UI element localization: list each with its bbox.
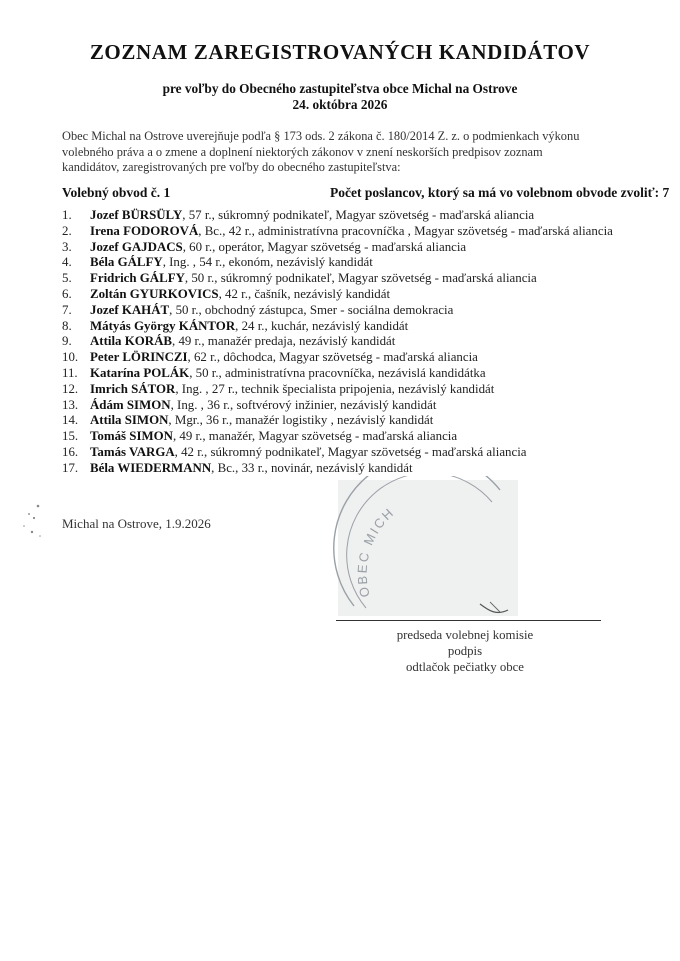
candidate-number: 16.: [62, 444, 79, 459]
candidate-number: 5.: [62, 271, 72, 286]
district-label: Volebný obvod č. 1: [62, 185, 171, 200]
document-subtitle: pre voľby do Obecného zastupiteľstva obce Michal na Ostrove: [162, 81, 518, 96]
candidate-number: 15.: [62, 429, 79, 444]
document-title: ZOZNAM ZAREGISTROVANÝCH KANDIDÁTOV: [89, 40, 591, 64]
candidate-name: Imrich SÁTOR: [90, 381, 176, 396]
candidate-details: , Ing. , 27 r., technik špecialista pripojenia, nezávislý kandidát: [175, 381, 495, 396]
svg-text:OBEC MICH: [355, 504, 398, 598]
candidate-name: Irena FODOROVÁ: [90, 223, 199, 238]
candidate-number: 9.: [62, 334, 72, 349]
signature-caption: [370, 627, 560, 675]
candidate-number: 2.: [62, 223, 72, 238]
candidate-name: Katarína POLÁK: [90, 365, 190, 380]
candidate-number: 17.: [62, 460, 79, 475]
candidate-details: , 50 r., súkromný podnikateľ, Magyar szövetség - maďarská aliancia: [184, 271, 537, 286]
candidate-row: [62, 334, 622, 350]
candidate-name: Mátyás György KÁNTOR: [90, 318, 236, 333]
candidate-number: 14.: [62, 413, 79, 428]
candidate-row: [62, 382, 622, 398]
candidate-name: Jozef GAJDACS: [90, 239, 183, 254]
candidate-details: , 60 r., operátor, Magyar szövetség - maďarská aliancia: [182, 239, 467, 254]
candidate-name: Attila SIMON: [90, 413, 169, 428]
candidate-row: [62, 429, 622, 445]
candidate-row: [62, 461, 622, 477]
candidate-row: [62, 240, 622, 256]
seats-count-text: Počet poslancov, ktorý sa má vo volebnom obvode zvoliť: 7: [330, 185, 670, 200]
candidate-name: Ádám SIMON: [90, 397, 171, 412]
candidate-name: Béla GÁLFY: [90, 255, 163, 270]
stamp-lettering: OBEC MICH: [354, 504, 398, 599]
candidate-number: 13.: [62, 397, 79, 412]
scan-specks: [20, 502, 50, 542]
candidate-number: 11.: [62, 365, 78, 380]
candidate-name: Fridrich GÁLFY: [90, 271, 185, 286]
candidate-row: [62, 255, 622, 271]
chairman-label: predseda volebnej komisie: [396, 628, 534, 642]
candidate-name: Peter LÖRINCZI: [90, 350, 188, 365]
candidate-name: Zoltán GYURKOVICS: [90, 286, 219, 301]
candidate-row: [62, 271, 622, 287]
candidate-details: , 57 r., súkromný podnikateľ, Magyar szövetség - maďarská aliancia: [182, 208, 535, 222]
place-and-date: Michal na Ostrove, 1.9.2026: [62, 516, 211, 531]
candidate-number: 10.: [62, 350, 79, 365]
candidate-details: , Ing. , 36 r., softvérový inžinier, nezávislý kandidát: [170, 397, 437, 412]
candidate-number: 4.: [62, 255, 72, 270]
candidate-row: [62, 208, 622, 224]
candidate-number: 8.: [62, 318, 72, 333]
candidate-name: Jozef BÜRSÜLY: [90, 208, 183, 222]
candidate-name: Béla WIEDERMANN: [90, 460, 212, 475]
candidate-details: , Bc., 42 r., administratívna pracovníčka , Magyar szövetség - maďarská aliancia: [198, 223, 613, 238]
election-date: 24. októbra 2026: [292, 97, 388, 112]
candidate-row: [62, 413, 622, 429]
signature-line: [336, 620, 601, 621]
candidate-name: Tomáš SIMON: [90, 429, 173, 444]
official-stamp: [330, 476, 530, 626]
candidate-name: Tamás VARGA: [90, 444, 175, 459]
candidate-row: [62, 366, 622, 382]
signature-label: podpis: [447, 644, 483, 658]
candidate-row: [62, 319, 622, 335]
candidate-details: , 62 r., dôchodca, Magyar szövetség - maďarská aliancia: [187, 350, 478, 365]
candidate-details: , 42 r., súkromný podnikateľ, Magyar szövetség - maďarská aliancia: [174, 444, 527, 459]
candidate-details: , Bc., 33 r., novinár, nezávislý kandidát: [211, 460, 413, 475]
candidate-list: [62, 208, 622, 477]
intro-paragraph: Obec Michal na Ostrove uverejňuje podľa § 173 ods. 2 zákona č. 180/2014 Z. z. o podmienkach výkonu volebného práva a o zmene a doplnení niektorých zákonov v znení neskorších predpisov zoznam kandidátov, zaregistrovaných pre voľby do obecného zastupiteľstva:: [62, 129, 580, 174]
candidate-details: , Ing. , 54 r., ekonóm, nezávislý kandidát: [162, 255, 373, 270]
candidate-details: , 50 r., administratívna pracovníčka, nezávislá kandidátka: [189, 365, 486, 380]
candidate-number: 3.: [62, 239, 72, 254]
candidate-number: 6.: [62, 286, 72, 301]
candidate-details: , 50 r., obchodný zástupca, Smer - sociálna demokracia: [169, 302, 454, 317]
candidate-details: , 24 r., kuchár, nezávislý kandidát: [235, 318, 409, 333]
candidate-row: [62, 398, 622, 414]
candidate-number: 1.: [62, 208, 72, 222]
candidate-details: , Mgr., 36 r., manažér logistiky , nezávislý kandidát: [168, 413, 434, 428]
candidate-details: , 49 r., manažér, Magyar szövetség - maďarská aliancia: [172, 429, 458, 444]
candidate-row: [62, 350, 622, 366]
candidate-name: Jozef KAHÁT: [90, 302, 170, 317]
candidate-row: [62, 303, 622, 319]
candidate-row: [62, 224, 622, 240]
candidate-name: Attila KORÁB: [90, 334, 172, 349]
candidate-details: , 42 r., čašník, nezávislý kandidát: [218, 286, 391, 301]
candidate-details: , 49 r., manažér predaja, nezávislý kandidát: [172, 334, 396, 349]
candidate-number: 7.: [62, 302, 72, 317]
candidate-number: 12.: [62, 381, 79, 396]
stamp-label: odtlačok pečiatky obce: [406, 660, 524, 674]
candidate-row: [62, 287, 622, 303]
candidate-row: [62, 445, 622, 461]
